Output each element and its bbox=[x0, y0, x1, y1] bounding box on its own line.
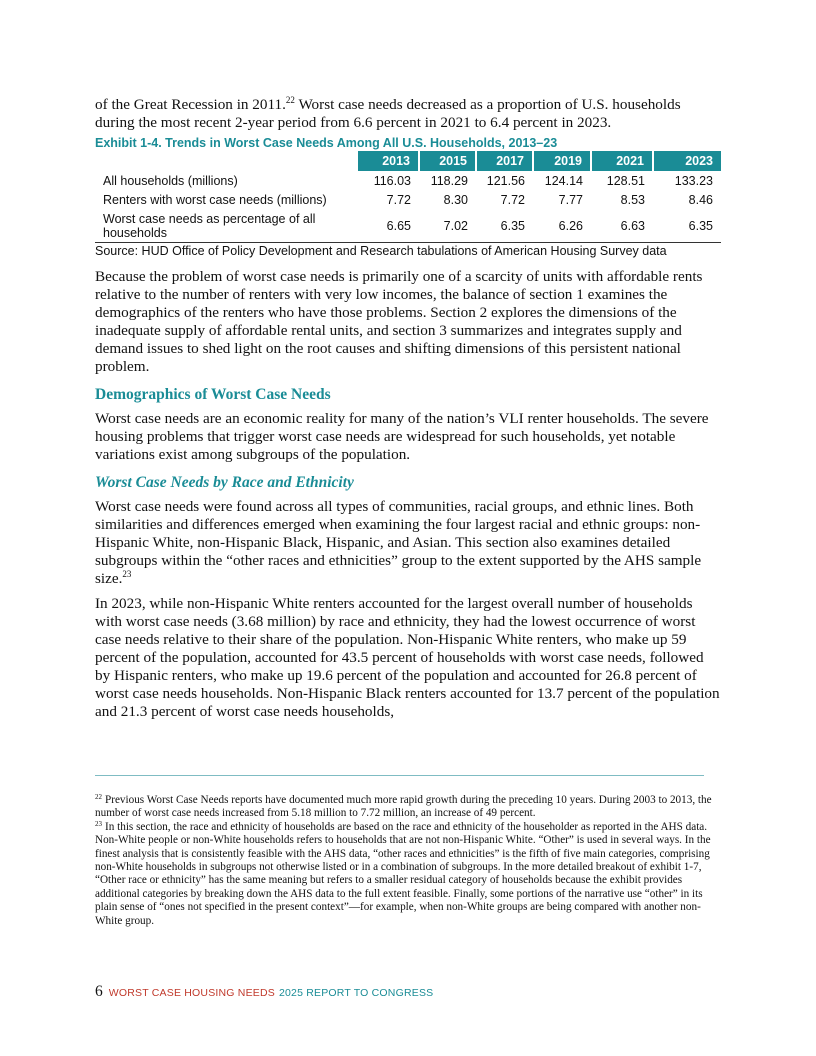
table-cell: 121.56 bbox=[486, 174, 525, 188]
body-paragraph-2: Worst case needs are an economic reality for many of the nation’s VLI renter households. The severe housing problems that trigger worst case needs are widespread for such households, yet notable variations exist among subgroups of the population. bbox=[95, 410, 709, 463]
table-cell: 116.03 bbox=[373, 174, 411, 188]
table-header-blank bbox=[95, 151, 357, 171]
table-cell: 7.72 bbox=[386, 193, 411, 207]
row-label: Worst case needs as percentage of all households bbox=[95, 209, 357, 243]
table-cell: 6.63 bbox=[591, 209, 653, 243]
table-header-year: 2013 bbox=[357, 151, 419, 171]
table-cell: 118.29 bbox=[430, 174, 468, 188]
row-label: All households (millions) bbox=[103, 174, 238, 188]
footnotes bbox=[95, 794, 721, 928]
table-cell: 7.02 bbox=[419, 209, 476, 243]
section-heading-demographics: Demographics of Worst Case Needs bbox=[95, 386, 331, 403]
footer-title: WORST CASE HOUSING NEEDS bbox=[108, 987, 275, 999]
table-cell: 6.35 bbox=[653, 209, 721, 243]
body-paragraph-1: Because the problem of worst case needs is primarily one of a scarcity of units with affordable rents relative to the number of renters with very low incomes, the balance of section 1 examines the demographics of the renters who have those problems. Section 2 explores the dimensions of the inadequate supply of affordable rental units, and section 3 summarizes and integrates supply and demand issues to shed light on the root causes and shifting dimensions of this persistent national problem. bbox=[95, 268, 703, 375]
footnote-number: 23 bbox=[95, 819, 102, 828]
exhibit-title: Exhibit 1-4. Trends in Worst Case Needs Among All U.S. Households, 2013–23 bbox=[95, 136, 558, 150]
table-cell: 7.77 bbox=[558, 193, 583, 207]
page-footer bbox=[95, 983, 721, 1001]
table-header-year: 2017 bbox=[476, 151, 533, 171]
body-paragraph-4: In 2023, while non-Hispanic White renters accounted for the largest overall number of households with worst case needs (3.68 million) by race and ethnicity, they had the lowest occurrence of worst case needs relative to their share of the population. Non-Hispanic White renters, who make up 59 percent of the population, accounted for 43.5 percent of households with worst case needs, followed by Hispanic renters, who make up 19.6 percent of the population and accounted for 26.8 percent of worst case needs households. Non-Hispanic Black renters accounted for 13.7 percent of the population and 21.3 percent of worst case needs households, bbox=[95, 595, 720, 720]
table-cell: 7.72 bbox=[500, 193, 525, 207]
table-header-year: 2023 bbox=[653, 151, 721, 171]
page-content bbox=[95, 96, 721, 721]
footnote-text: Previous Worst Case Needs reports have documented much more rapid growth during the preceding 10 years. During 2003 to 2013, the number of worst case needs increased from 5.18 million to 7.72 million, an increase of 49 percent. bbox=[95, 794, 712, 820]
table-row bbox=[95, 171, 721, 190]
page-number: 6 bbox=[95, 983, 103, 1000]
table-header-year: 2021 bbox=[591, 151, 653, 171]
table-row bbox=[95, 209, 721, 243]
table-cell: 6.35 bbox=[476, 209, 533, 243]
table-cell: 124.14 bbox=[544, 174, 583, 188]
table-cell: 128.51 bbox=[606, 174, 645, 188]
footnote-23 bbox=[95, 821, 721, 928]
table-cell: 8.53 bbox=[620, 193, 645, 207]
footnote-text: In this section, the race and ethnicity of households are based on the race and ethnicity of the householder as reported in the AHS data. Non-White people or non-White households refers to households that are not non-Hispanic White. “Other” is used in several ways. In the finest analysis that is consistently feasible with the AHS data, “other races and ethnicities” is the fifth of five main categories, comprising non-White households in subgroups not otherwise listed or in a combination of subgroups. In the more detailed breakout of exhibit 1-7, “Other race or ethnicity” has the same meaning but refers to a smaller residual category of households because the exhibit provides additional categories by breaking down the AHS data to the full extent feasible. Finally, some portions of the narrative use “other” in its plain sense of “ones not specified in the present context”—for example, when non-White groups are being compared with another non-White group. bbox=[95, 820, 711, 927]
table-cell: 6.26 bbox=[533, 209, 591, 243]
intro-text: of the Great Recession in 2011. bbox=[95, 96, 286, 113]
paragraph-3-text: Worst case needs were found across all types of communities, racial groups, and ethnic lines. Both similarities and differences emerged when examining the four largest racial and ethnic groups: non-Hispanic White, non-Hispanic Black, Hispanic, and Asian. This section also examines detailed subgroups within the “other races and ethnicities” group to the extent supported by the AHS sample size. bbox=[95, 498, 702, 587]
footnote-22 bbox=[95, 794, 721, 821]
table-header-year: 2015 bbox=[419, 151, 476, 171]
table-header-year: 2019 bbox=[533, 151, 591, 171]
footnote-ref-23[interactable]: 23 bbox=[122, 569, 132, 579]
exhibit-table bbox=[95, 151, 721, 243]
row-label: Renters with worst case needs (millions) bbox=[103, 193, 327, 207]
table-cell: 6.65 bbox=[357, 209, 419, 243]
intro-text-cont: Worst case needs decreased as a proportion of U.S. households during the most recent 2-year period from 6.6 percent in 2021 to 6.4 percent in 2023. bbox=[95, 96, 681, 131]
footnote-divider bbox=[95, 775, 704, 776]
intro-paragraph bbox=[95, 96, 721, 132]
footer-report: 2025 REPORT TO CONGRESS bbox=[278, 987, 434, 999]
table-cell: 8.30 bbox=[443, 193, 468, 207]
subsection-heading-race: Worst Case Needs by Race and Ethnicity bbox=[95, 474, 354, 491]
footnote-number: 22 bbox=[95, 793, 102, 801]
table-cell: 133.23 bbox=[674, 174, 713, 188]
exhibit-source: Source: HUD Office of Policy Development and Research tabulations of American Housing Survey data bbox=[95, 244, 667, 258]
table-row bbox=[95, 190, 721, 209]
table-header-row bbox=[95, 151, 721, 171]
table-cell: 8.46 bbox=[688, 193, 713, 207]
footnote-ref-22[interactable]: 22 bbox=[285, 95, 295, 105]
body-paragraph-3 bbox=[95, 498, 721, 588]
